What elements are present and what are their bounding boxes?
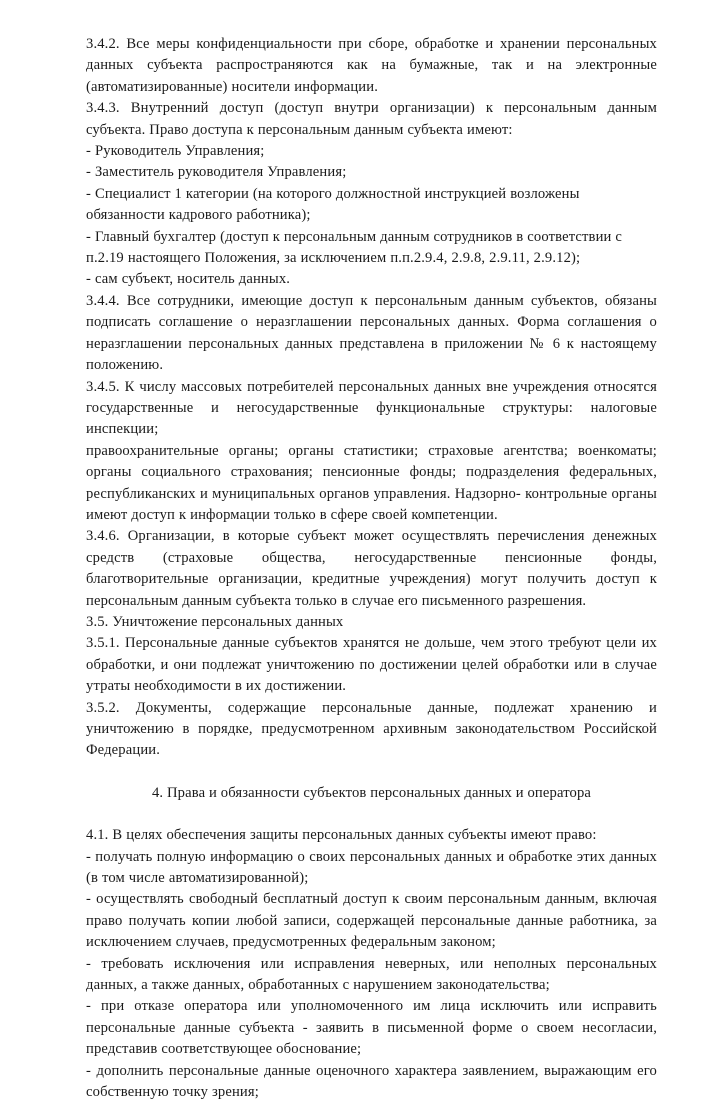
document-text-body: [86, 34, 657, 1104]
list-item-4-1-svobodnyi-dostup: - осуществлять свободный бесплатный доступ к своим персональным данным, включая право получать копии любой записи, содержащей персональные данные работника, за исключением случаев, предусмотренных федеральным законом;: [86, 891, 657, 951]
paragraph-4-1: 4.1. В целях обеспечения защиты персональных данных субъекты имеют право:: [86, 827, 597, 844]
list-item-zamestitel: - Заместитель руководителя Управления;: [86, 164, 347, 181]
section-heading-4: 4. Права и обязанности субъектов персональных данных и оператора: [151, 784, 592, 801]
list-item-4-1-poluchat-informaciyu: - получать полную информацию о своих персональных данных и обработке этих данных (в том числе автоматизированной);: [86, 848, 657, 887]
list-item-4-1-pri-otkaze-operatora: - при отказе оператора или уполномоченного им лица исключить или исправить персональные данные субъекта - заявить в письменной форме о своем несогласии, представив соответствующее обоснование;: [86, 998, 657, 1058]
list-item-glavnyi-buhgalter: - Главный бухгалтер (доступ к персональным данным сотрудников в соответствии с п.2.19 настоящего Положения, за исключением п.п.2.9.4, 2.9.8, 2.9.11, 2.9.12);: [86, 228, 623, 267]
list-item-specialist: - Специалист 1 категории (на которого должностной инструкцией возложены обязанности кадрового работника);: [86, 185, 580, 224]
paragraph-3-4-5-continued: правоохранительные органы; органы статистики; страховые агентства; военкоматы; органы социального страхования; пенсионные фонды; подразделения федеральных, республиканских и муниципальных органов управления. Надзорно- контрольные органы имеют доступ к информации только в сфере своей компетенции.: [86, 442, 657, 523]
paragraph-3-4-4: 3.4.4. Все сотрудники, имеющие доступ к персональным данным субъектов, обязаны подписать соглашение о неразглашении персональных данных. Форма соглашения о неразглашении персональных данных представлена в приложении № 6 к настоящему положению.: [86, 292, 657, 374]
heading-spacer-above: [86, 762, 657, 783]
list-item-4-1-trebovat-isklyucheniya: - требовать исключения или исправления неверных, или неполных персональных данных, а также данных, обработанных с нарушением законодательства;: [86, 955, 657, 994]
list-item-sam-subekt: - сам субъект, носитель данных.: [86, 271, 291, 288]
paragraph-3-5-2: 3.5.2. Документы, содержащие персональные данные, подлежат хранению и уничтожению в порядке, предусмотренном архивным законодательством Российской Федерации.: [86, 699, 657, 759]
list-item-4-1-dopolnit-dannye: - дополнить персональные данные оценочного характера заявлением, выражающим его собственную точку зрения;: [86, 1062, 657, 1101]
paragraph-3-5: 3.5. Уничтожение персональных данных: [86, 613, 344, 630]
paragraph-3-4-5: 3.4.5. К числу массовых потребителей персональных данных вне учреждения относятся государственные и негосударственные функциональные структуры: налоговые инспекции;: [86, 378, 657, 438]
list-item-rukovoditel: - Руководитель Управления;: [86, 143, 265, 160]
paragraph-3-4-3: 3.4.3. Внутренний доступ (доступ внутри организации) к персональным данным субъекта. Право доступа к персональным данным субъекта имеют:: [86, 100, 657, 138]
paragraph-3-4-6: 3.4.6. Организации, в которые субъект может осуществлять перечисления денежных средств (страховые общества, негосударственные пенсионные фонды, благотворительные организации, кредитные учреждения) могут получить доступ к персональным данным субъекта только в случае его письменного разрешения.: [86, 528, 657, 609]
paragraph-3-5-1: 3.5.1. Персональные данные субъектов хранятся не дольше, чем этого требуют цели их обработки, и они подлежат уничтожению по достижении целей обработки или в случае утраты необходимости в их достижении.: [86, 635, 657, 695]
paragraph-3-4-2: 3.4.2. Все меры конфиденциальности при сборе, обработке и хранении персональных данных субъекта распространяются как на бумажные, так и на электронные (автоматизированные) носители информации.: [86, 36, 657, 95]
heading-spacer-below: [86, 804, 657, 825]
